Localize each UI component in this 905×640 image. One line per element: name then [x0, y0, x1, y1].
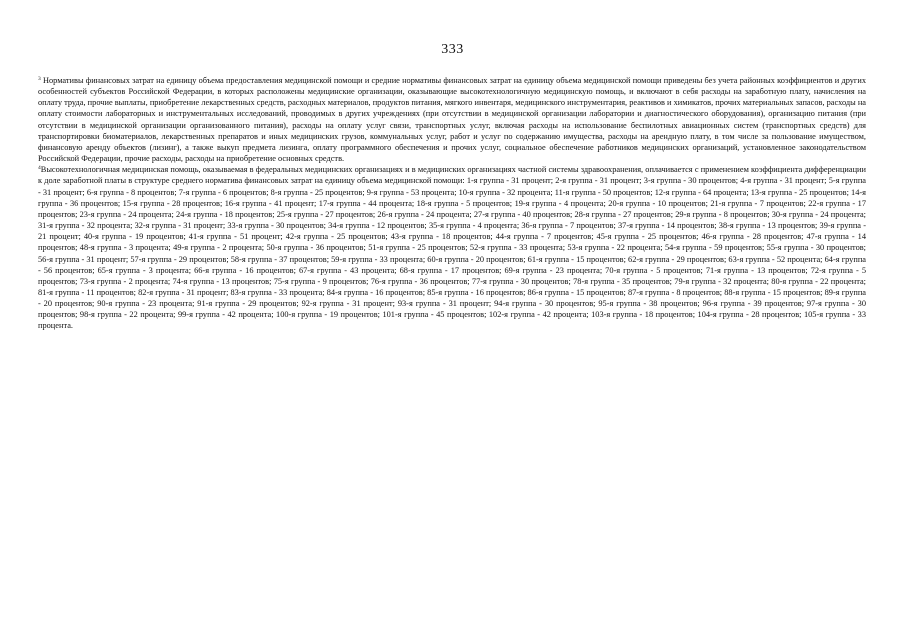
footnote-3 [38, 75, 866, 164]
footnotes-section [38, 75, 866, 332]
footnote-4 [38, 164, 866, 331]
footnote-text: Нормативы финансовых затрат на единицу объема предоставления медицинской помощи и средние нормативы финансовых затрат на единицу объема медицинской помощи приведены без учета районных коэффициентов и других особенностей субъектов Российской Федерации, в которых расположены медицинские организации, оказывающие высокотехнологичную медицинскую помощь, и включают в себя расходы на заработную плату, начисления на оплату труда, прочие выплаты, приобретение лекарственных средств, расходных материалов, продуктов питания, мягкого инвентаря, медицинского инструментария, реактивов и химикатов, прочих материальных запасов, расходы на оплату стоимости лабораторных и инструментальных исследований, проводимых в других учреждениях (при отсутствии в медицинской организации лаборатории и диагностического оборудования), организацию питания (при отсутствии в медицинской организации организованного питания), расходы на оплату услуг связи, транспортных услуг, включая расходы на использование беспилотных авиационных систем (транспортных средств) для транспортировки биоматериалов, лекарственных препаратов и иных медицинских грузов, коммунальных услуг, работ и услуг по содержанию имущества, расходы на арендную плату, в том числе за пользование имуществом, финансовую аренду объектов (лизинг), а также выкуп предмета лизинга, оплату программного обеспечения и прочих услуг, социальное обеспечение работников медицинских организаций, установленное законодательством Российской Федерации, прочие расходы, расходы на приобретение основных средств. [38, 76, 866, 164]
footnote-marker: 4 [38, 165, 41, 172]
page-number: 333 [441, 42, 464, 57]
footnote-marker: 3 [38, 76, 41, 82]
footnote-text: Высокотехнологичная медицинская помощь, оказываемая в федеральных медицинских организациях и в медицинских организациях частной системы здравоохранения, оплачивается с применением коэффициента дифференциации к доле заработной платы в структуре среднего норматива финансовых затрат на единицу объема медицинской помощи: 1-я группа - 31 процент; 2-я группа - 31 процент; 3-я группа - 30 процентов; 4-я группа - 31 процент; 5-я группа - 31 процент; 6-я группа - 8 процентов; 7-я группа - 6 процентов; 8-я группа - 25 процентов; 9-я группа - 53 процента; 10-я группа - 32 процента; 11-я группа - 50 процентов; 12-я группа - 64 процента; 13-я группа - 25 процентов; 14-я группа - 36 процентов; 15-я группа - 28 процентов; 16-я группа - 41 процент; 17-я группа - 44 процента; 18-я группа - 5 процентов; 19-я группа - 4 процента; 20-я группа - 10 процентов; 21-я группа - 7 процентов; 22-я группа - 17 процентов; 23-я группа - 24 процента; 24-я группа - 18 процентов; 25-я группа - 27 процентов; 26-я группа - 24 процента; 27-я группа - 40 процентов; 28-я группа - 27 процентов; 29-я группа - 8 процентов; 30-я группа - 24 процента; 31-я группа - 32 процента; 32-я группа - 31 процент; 33-я группа - 30 процентов; 34-я группа - 12 процентов; 35-я группа - 4 процента; 36-я группа - 7 процентов; 37-я группа - 14 процентов; 38-я группа - 13 процентов; 39-я группа - 21 процент; 40-я группа - 19 процентов; 41-я группа - 51 процент; 42-я группа - 25 процентов; 43-я группа - 18 процентов; 44-я группа - 7 процентов; 45-я группа - 25 процентов; 46-я группа - 28 процентов; 47-я группа - 14 процентов; 48-я группа - 3 процента; 49-я группа - 2 процента; 50-я группа - 36 процентов; 51-я группа - 25 процентов; 52-я группа - 33 процента; 53-я группа - 22 процента; 54-я группа - 59 процентов; 55-я группа - 30 процентов; 56-я группа - 31 процент; 57-я группа - 29 процентов; 58-я группа - 37 процентов; 59-я группа - 33 процента; 60-я группа - 20 процентов; 61-я группа - 15 процентов; 62-я группа - 29 процентов; 63-я группа - 52 процента; 64-я группа - 56 процентов; 65-я группа - 3 процента; 66-я группа - 16 процентов; 67-я группа - 43 процента; 68-я группа - 17 процентов; 69-я группа - 23 процента; 70-я группа - 5 процентов; 71-я группа - 13 процентов; 72-я группа - 5 процентов; 73-я группа - 2 процента; 74-я группа - 13 процентов; 75-я группа - 9 процентов; 76-я группа - 36 процентов; 77-я группа - 30 процентов; 78-я группа - 35 процентов; 79-я группа - 32 процента; 80-я группа - 22 процента; 81-я группа - 11 процентов; 82-я группа - 31 процент; 83-я группа - 33 процента; 84-я группа - 16 процентов; 85-я группа - 16 процентов; 86-я группа - 15 процентов; 87-я группа - 8 процентов; 88-я группа - 15 процентов; 89-я группа - 20 процентов; 90-я группа - 23 процента; 91-я группа - 29 процентов; 92-я группа - 31 процент; 93-я группа - 31 процент; 94-я группа - 30 процентов; 95-я группа - 38 процентов; 96-я группа - 39 процентов; 97-я группа - 30 процентов; 98-я группа - 22 процента; 99-я группа - 42 процента; 100-я группа - 19 процентов; 101-я группа - 45 процентов; 102-я группа - 42 процента; 103-я группа - 18 процентов; 104-я группа - 28 процентов; 105-я группа - 33 процента. [38, 165, 866, 331]
